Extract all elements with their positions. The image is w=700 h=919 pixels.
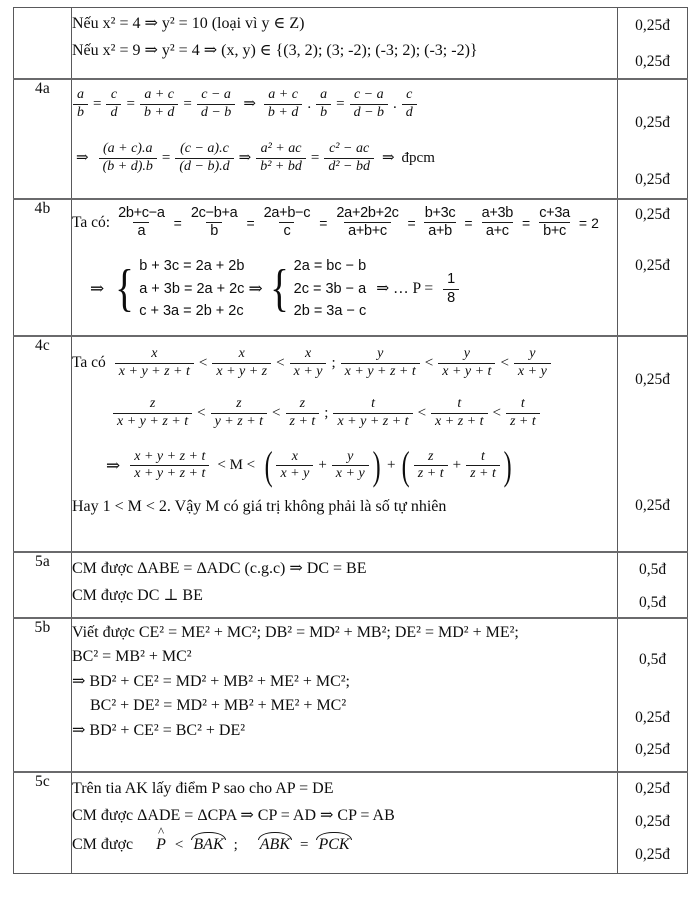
equation-chain: Ta có: $\frac{2b+c-a}{a}$ = $\frac{2c-b+a}{b}$ = $\frac{2a+b-c}{c}$ = $\frac{2a+2b+2c}{a+b+c}$ = $\frac{b+3c}{a+b}$ = $\frac{a+3b}{a+c}$ = $\frac{c+3a}{b+c}$ = 2 <box>72 205 599 240</box>
implies-symbol: ⇒ <box>248 279 263 299</box>
angle-p: ^ P <box>155 836 167 854</box>
fraction-denominator: (b + d).b <box>99 158 157 175</box>
solution-cell <box>72 552 618 618</box>
fraction-numerator: c − a <box>353 87 384 102</box>
fraction-numerator: (c − a).c <box>180 141 229 157</box>
score-value: 0,25đ <box>635 497 670 514</box>
fraction-denominator: (d − b).d <box>175 158 233 175</box>
score-value: 0,25đ <box>635 257 670 274</box>
solution-line: Trên tia AK lấy điểm P sao cho AP = DE <box>72 780 334 797</box>
fraction-numerator: c <box>110 87 118 102</box>
table-row <box>14 199 688 336</box>
implies-symbol: ⇒ <box>243 95 256 112</box>
fraction-numerator: x <box>291 448 298 464</box>
question-label: 5a <box>14 552 72 618</box>
solution-conclusion: Hay 1 < M < 2. Vậy M có giá trị không phải là số tự nhiên <box>72 498 447 516</box>
fraction-denominator: d <box>402 104 417 121</box>
score-value: 0,25đ <box>635 741 670 758</box>
score-value: 0,25đ <box>635 813 670 830</box>
solution-line: Nếu x² = 9 ⇒ y² = 4 ⇒ (x, y) ∈ {(3, 2); (3; -2); (-3; 2); (-3; -2)} <box>72 42 478 60</box>
fraction-numerator: 1 <box>447 271 455 288</box>
system-equation: b + 3c = 2a + 2b <box>139 258 245 275</box>
fraction-denominator: x + y <box>290 363 327 380</box>
system-2 <box>267 255 367 322</box>
score-cell <box>618 336 688 552</box>
left-paren-icon: ( <box>264 442 273 488</box>
system-equation: 2a = bc − b <box>293 258 367 275</box>
solution-line: Nếu x² = 4 ⇒ y² = 10 (loại vì y ∈ Z) <box>72 15 305 32</box>
line-prefix: CM được <box>72 835 134 853</box>
solution-line: ⇒ BD² + CE² = BC² + DE² <box>72 721 246 739</box>
fraction-numerator: t <box>457 396 462 412</box>
qed-label: đpcm <box>401 149 435 166</box>
fraction-denominator: b <box>206 222 222 239</box>
system-equation: c + 3a = 2b + 2c <box>139 303 244 320</box>
fraction-denominator: b+c <box>539 222 570 239</box>
score-cell <box>618 772 688 874</box>
middle-relation: < M < <box>217 457 256 474</box>
fraction-numerator: c² − ac <box>329 141 370 157</box>
fraction-denominator: x + y <box>514 363 551 380</box>
equation-line-1: $\frac{a}{b}$ = $\frac{c}{d}$ = $\frac{a + c}{b + d}$ = $\frac{c - a}{d - b}$ ⇒ $\frac{a + c}{b + d}$ . $\frac{a}{b}$ = $\frac{c - a}{d - b}$ . $\frac{c}{d}$ <box>72 88 617 120</box>
fraction-denominator: b² + bd <box>256 158 306 175</box>
table-row <box>14 79 688 199</box>
fraction-numerator: y <box>463 346 470 361</box>
fraction-numerator: t <box>520 396 525 412</box>
relation-lt: < <box>174 836 184 853</box>
fraction-numerator: 2b+c−a <box>118 205 165 221</box>
solution-line: Viết được CE² = ME² + MC²; DB² = MD² + MB²; DE² = MD² + ME²; <box>72 624 519 641</box>
fraction-denominator: z + t <box>286 413 320 430</box>
question-label <box>14 8 72 80</box>
fraction-numerator: x <box>238 346 245 361</box>
score-value: 0,25đ <box>635 53 670 70</box>
fraction-denominator: b <box>316 104 331 121</box>
system-1 <box>112 255 244 322</box>
fraction-denominator: x + y + z + t <box>115 363 194 380</box>
fraction-denominator: b + d <box>264 104 302 121</box>
solution-cell <box>72 8 618 80</box>
score-value: 0,5đ <box>638 594 667 611</box>
fraction-numerator: y <box>347 448 354 464</box>
chain-result: 2 <box>591 214 599 231</box>
score-cell <box>618 8 688 80</box>
fraction-denominator: x + y + z + t <box>113 413 192 430</box>
solution-cell <box>72 199 618 336</box>
solution-line-angles <box>72 836 617 854</box>
score-value: 0,25đ <box>635 171 670 188</box>
fraction-numerator: b+3c <box>424 205 456 221</box>
score-cell <box>618 199 688 336</box>
score-value: 0,25đ <box>635 780 670 797</box>
score-cell <box>618 618 688 772</box>
fraction-denominator: a+b <box>424 222 456 239</box>
score-value: 0,25đ <box>635 114 670 131</box>
lead-text: Ta có <box>72 354 106 372</box>
score-value: 0,25đ <box>635 206 670 223</box>
score-value: 0,25đ <box>635 371 670 388</box>
conclusion-prefix: ⇒ … P = <box>376 280 434 298</box>
fraction-denominator: d − b <box>197 104 235 121</box>
question-label: 4c <box>14 336 72 552</box>
fraction-denominator: x + y <box>332 465 369 482</box>
fraction-denominator: z + t <box>506 413 540 430</box>
table-row <box>14 8 688 80</box>
implies-symbol: ⇒ <box>90 279 105 299</box>
table-row <box>14 772 688 874</box>
fraction-denominator: x + y <box>276 465 313 482</box>
fraction-denominator: z + t <box>466 465 500 482</box>
solution-cell <box>72 336 618 552</box>
score-cell <box>618 79 688 199</box>
system-equation: 2c = 3b − a <box>293 280 367 297</box>
question-label: 4a <box>14 79 72 199</box>
solution-line: CM được ΔADE = ΔCPA ⇒ CP = AD ⇒ CP = AB <box>72 807 395 825</box>
system-equation: a + 3b = 2a + 2c <box>139 280 245 297</box>
fraction-numerator: z <box>236 396 242 412</box>
fraction-numerator: a + c <box>144 87 174 102</box>
fraction-denominator: z + t <box>414 465 448 482</box>
fraction-denominator: x + y + z + t <box>341 363 420 380</box>
left-brace-icon: { <box>269 259 289 317</box>
fraction-denominator: a <box>133 222 149 239</box>
inequality-line-3: ⇒ $\frac{x + y + z + t}{x + y + z + t}$ < M < ( $\frac{x}{x + y}$ + $\frac{y}{x + y}$ ) + ( $\frac{z}{z + t}$ + $\frac{t}{z + t}$ ) <box>72 450 617 482</box>
solution-cell <box>72 79 618 199</box>
paren-group-1: ( $\frac{x}{x + y}$ + $\frac{y}{x + y}$ ) <box>264 442 381 488</box>
fraction-numerator: 2c−b+a <box>190 205 238 221</box>
fraction-denominator: d² − bd <box>324 158 374 175</box>
fraction-numerator: t <box>481 448 485 464</box>
fraction-denominator: a+b+c <box>344 222 391 239</box>
question-label: 5c <box>14 772 72 874</box>
fraction-denominator: d − b <box>350 104 388 121</box>
angle-abk: ABK <box>259 835 290 853</box>
fraction-numerator: y <box>529 346 536 361</box>
fraction-numerator: z <box>427 448 434 464</box>
table-row <box>14 618 688 772</box>
solution-line: CM được DC ⊥ BE <box>72 587 203 605</box>
solution-line: ⇒ BD² + CE² = MD² + MB² + ME² + MC²; <box>72 672 350 690</box>
implies-symbol: ⇒ <box>76 149 89 166</box>
implies-symbol: ⇒ <box>238 149 252 166</box>
fraction-numerator: 2a+b−c <box>263 205 311 221</box>
question-label: 5b <box>14 618 72 772</box>
left-paren-icon: ( <box>402 442 411 488</box>
fraction-numerator: a² + ac <box>260 141 302 157</box>
angle-bak: BAK <box>193 835 224 853</box>
score-value: 0,5đ <box>638 561 667 578</box>
score-cell <box>618 552 688 618</box>
fraction-numerator: a+3b <box>481 205 514 221</box>
fraction-numerator: z <box>149 396 156 412</box>
fraction-numerator: a <box>77 87 84 102</box>
fraction-numerator: y <box>377 346 384 361</box>
question-label: 4b <box>14 199 72 336</box>
fraction-numerator: t <box>371 396 375 412</box>
implies-symbol: ⇒ <box>106 456 121 476</box>
fraction-denominator: x + y + z + t <box>333 413 412 430</box>
fraction-denominator: x + z + t <box>431 413 487 430</box>
fraction-numerator: c+3a <box>539 205 570 221</box>
relation-eq: = <box>300 836 309 853</box>
solution-line: CM được ΔABE = ΔADC (c.g.c) ⇒ DC = BE <box>72 560 367 577</box>
fraction-numerator: x <box>304 346 312 361</box>
score-value: 0,25đ <box>635 846 670 863</box>
separator-semicolon: ; <box>233 836 238 853</box>
solution-line: BC² = MB² + MC² <box>72 648 192 666</box>
fraction-numerator: (a + c).a <box>102 141 153 157</box>
table-row <box>14 552 688 618</box>
score-value: 0,25đ <box>635 709 670 726</box>
fraction-denominator: y + z + t <box>211 413 267 430</box>
fraction-denominator: x + y + t <box>438 363 495 380</box>
inequality-line-1: Ta có $\frac{x}{x + y + z + t}$ < $\frac{x}{x + y + z}$ < $\frac{x}{x + y}$ ; $\frac{y}{x + y + z + t}$ < $\frac{y}{x + y + t}$ < $\frac{y}{x + y}$ <box>72 347 617 379</box>
fraction-numerator: a + c <box>268 87 298 102</box>
fraction-denominator: a+c <box>482 222 513 239</box>
fraction-denominator: c <box>279 222 294 239</box>
fraction-denominator: b + d <box>140 104 178 121</box>
right-paren-icon: ) <box>503 442 512 488</box>
solution-line: BC² + DE² = MD² + MB² + ME² + MC² <box>90 697 347 715</box>
fraction-numerator: c <box>406 87 413 102</box>
fraction-numerator: x + y + z + t <box>134 448 206 464</box>
fraction-denominator: b <box>73 104 88 121</box>
table-row <box>14 336 688 552</box>
equation-line-2: ⇒ $\frac{(a + c).a}{(b + d).b}$ = $\frac{(c - a).c}{(d - b).d}$ ⇒ $\frac{\text{a² + ac}}{\text{b² + bd}}$ = $\frac{\text{c² − ac}}{\text{d² − bd}}$ ⇒ đpcm <box>72 142 617 174</box>
fraction-denominator: d <box>106 104 121 121</box>
right-paren-icon: ) <box>372 442 381 488</box>
implies-symbol: ⇒ <box>381 149 395 166</box>
inequality-line-2: $\frac{z}{x + y + z + t}$ < $\frac{z}{y + z + t}$ < $\frac{z}{z + t}$ ; $\frac{t}{x + y + z + t}$ < $\frac{t}{x + z + t}$ < $\frac{t}{z + t}$ <box>72 397 617 429</box>
solution-cell <box>72 618 618 772</box>
equation-systems <box>72 255 617 322</box>
fraction-denominator: 8 <box>443 289 459 306</box>
score-value: 0,5đ <box>638 651 667 668</box>
paren-group-2: ( $\frac{z}{z + t}$ + $\frac{t}{z + t}$ ) <box>402 442 512 488</box>
lead-text: Ta có: <box>72 213 111 231</box>
fraction-numerator: a <box>320 87 328 102</box>
fraction-numerator: 2a+2b+2c <box>336 205 399 221</box>
left-brace-icon: { <box>115 259 135 317</box>
fraction-numerator: x <box>151 346 158 361</box>
system-equation: 2b = 3a − c <box>293 303 367 320</box>
answer-key-table <box>13 7 688 874</box>
fraction-denominator: x + y + z <box>212 363 271 380</box>
angle-pck: PCK <box>318 835 350 853</box>
score-value: 0,25đ <box>635 17 670 34</box>
solution-cell <box>72 772 618 874</box>
fraction-numerator: c − a <box>201 87 231 102</box>
fraction-denominator: x + y + z + t <box>130 465 209 482</box>
fraction-numerator: z <box>299 396 306 412</box>
